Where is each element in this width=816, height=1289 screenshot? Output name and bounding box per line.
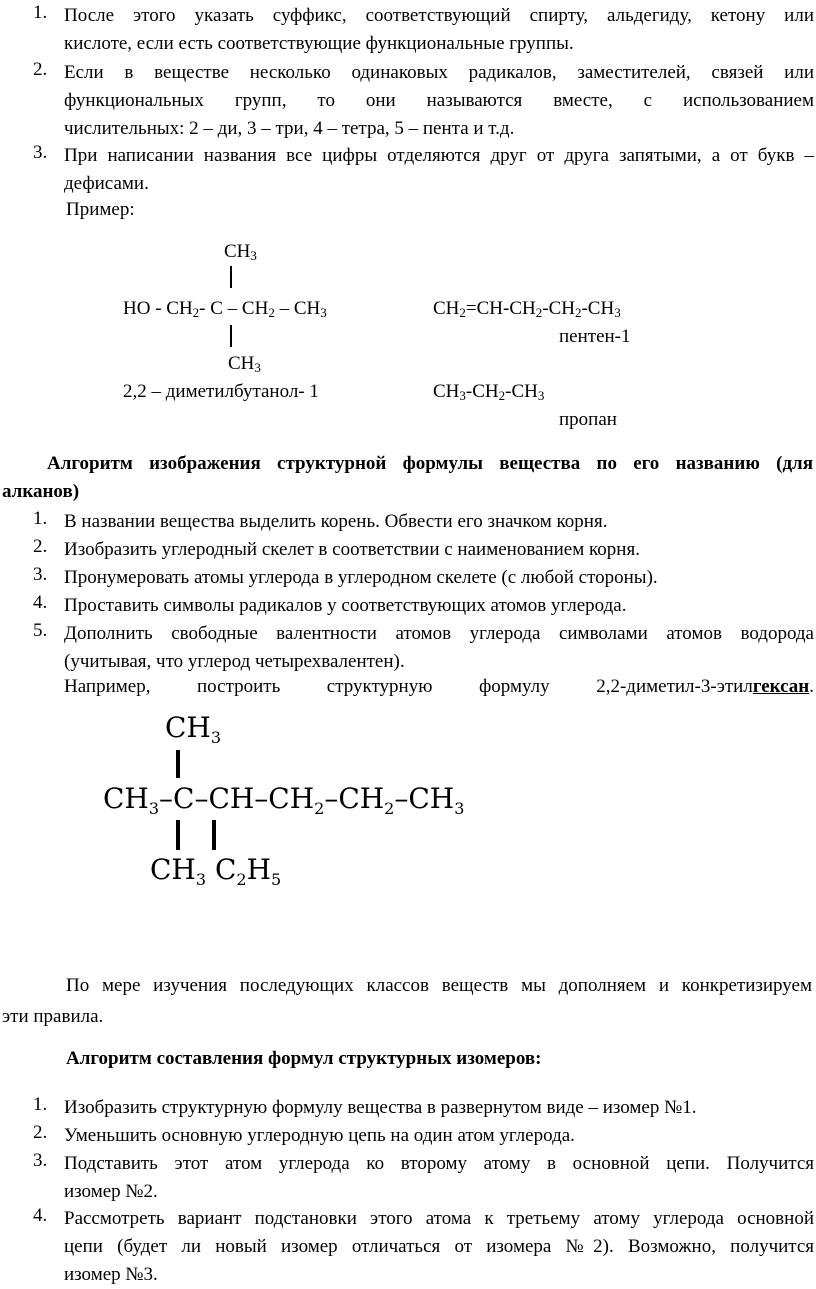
list-text-line: Уменьшить основную углеродную цепь на один атом углерода. — [64, 1125, 575, 1146]
formula-chain: $CH_3-CH_2-CH_3$ — [433, 381, 545, 403]
list-text-line: цепи (будет ли новый изомер отличаться от изомера №2). Возможно, получится — [64, 1236, 814, 1257]
formula-chain: $CH_2=CH-CH_2-CH_2-CH_3$ — [433, 298, 621, 320]
list-number: 3. — [33, 564, 48, 585]
list-number: 1. — [33, 1094, 48, 1115]
list-text-line: изомер №2. — [64, 1181, 158, 1202]
example-line: Например, построить структурную формулу 2,2-диметил-3-этилгексан. — [64, 676, 814, 697]
formula-name: пропан — [559, 409, 617, 430]
formula-ch3-top: $CH_3$ — [224, 241, 257, 263]
list-number: 2. — [33, 59, 48, 80]
list-text-line: Подставить этот атом углерода ко второму атому в основной цепи. Получится — [64, 1153, 814, 1174]
list-text-line: дефисами. — [64, 173, 149, 194]
list-text-line: Рассмотреть вариант подстановки этого атома к третьему атому углерода основной — [64, 1208, 814, 1229]
example-label: Пример: — [66, 199, 135, 220]
bond-line — [176, 750, 180, 778]
list-number: 3. — [33, 142, 48, 163]
list-number: 5. — [33, 620, 48, 641]
list-number: 1. — [33, 2, 48, 23]
list-text-line: Изобразить углеродный скелет в соответствии с наименованием корня. — [64, 539, 640, 560]
list-text-line: Изобразить структурную формулу вещества в развернутом виде – изомер №1. — [64, 1097, 697, 1118]
list-text-line: функциональных групп, то они называются вместе, с использованием — [64, 90, 814, 111]
formula-name: пентен-1 — [559, 326, 631, 347]
formula-name: 2,2 – диметилбутанол- 1 — [123, 381, 319, 402]
list-number: 2. — [33, 1122, 48, 1143]
list-number: 1. — [33, 508, 48, 529]
bond-line — [230, 266, 232, 288]
list-text-line: кислоте, если есть соответствующие функциональные группы. — [64, 33, 574, 54]
list-text-line: числительных: 2 – ди, 3 – три, 4 – тетра, 5 – пента и т.д. — [64, 118, 515, 139]
list-text-line: изомер №3. — [64, 1264, 158, 1285]
formula-main-chain: HO - $CH_2-$ C – $CH_2 - CH_3$ — [123, 298, 327, 320]
list-text-line: Пронумеровать атомы углерода в углеродном скелете (с любой стороны). — [64, 567, 658, 588]
list-number: 4. — [33, 1205, 48, 1226]
list-number: 2. — [33, 536, 48, 557]
bond-line — [176, 820, 180, 850]
list-text-line: В названии вещества выделить корень. Обвести его значком корня. — [64, 511, 608, 532]
formula-main-chain: $CH_3-C-CH-CH_2-CH_2-CH_3$ — [103, 782, 465, 818]
paragraph-line: По мере изучения последующих классов веществ мы дополняем и конкретизируем — [66, 975, 812, 996]
list-text-line: Дополнить свободные валентности атомов углерода символами атомов водорода — [64, 623, 814, 644]
paragraph-line: эти правила. — [2, 1006, 104, 1027]
list-number: 3. — [33, 1150, 48, 1171]
formula-bottom-radicals: $CH_3$ $C_2H_5$ — [150, 853, 282, 889]
formula-ch3-top: $CH_3$ — [165, 711, 222, 747]
list-text-line: (учитывая, что углерод четырехвалентен). — [64, 651, 405, 672]
section-heading: Алгоритм изображения структурной формулы вещества по его названию (для — [47, 453, 813, 474]
list-text-line: Если в веществе несколько одинаковых радикалов, заместителей, связей или — [64, 62, 814, 83]
bond-line — [212, 820, 216, 850]
list-text-line: После этого указать суффикс, соответствующий спирту, альдегиду, кетону или — [64, 5, 814, 26]
list-text-line: При написании названия все цифры отделяются друг от друга запятыми, а от букв – — [64, 145, 814, 166]
bond-line — [230, 325, 232, 347]
list-number: 4. — [33, 592, 48, 613]
section-heading-cont: алканов) — [2, 481, 80, 502]
list-text-line: Проставить символы радикалов у соответствующих атомов углерода. — [64, 595, 627, 616]
section-heading: Алгоритм составления формул структурных изомеров: — [66, 1048, 542, 1069]
formula-ch3-bottom: $CH_3$ — [228, 353, 261, 375]
